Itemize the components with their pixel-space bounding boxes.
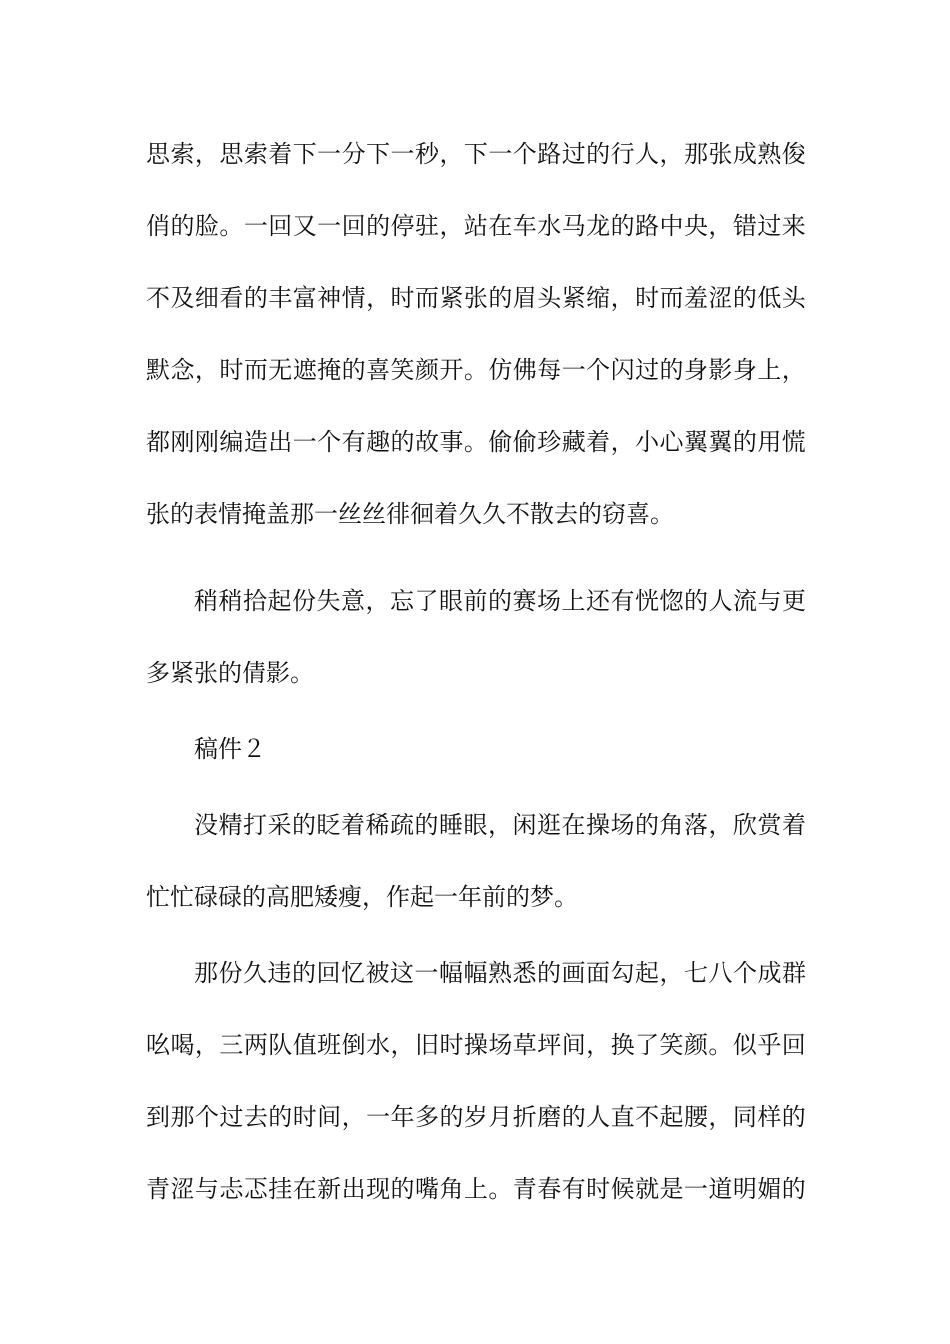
- text-line: 默 念 ， 时 而 无 遮 掩 的 喜 笑 颜 开 。 仿 佛 每 一 个 闪 过 的 身 影 身 上 ，: [146, 356, 806, 384]
- text-line: 那 份 久 违 的 回 忆 被 这 一 幅 幅 熟 悉 的 画 面 勾 起 ， 七 八 个 成 群: [194, 959, 806, 987]
- text-line: 多紧张的倩影。: [146, 659, 314, 687]
- text-line: 都 刚 刚 编 造 出 一 个 有 趣 的 故 事 。 偷 偷 珍 藏 着 ， 小 心 翼 翼 的 用 慌: [146, 428, 806, 456]
- text-line: 思 索 ， 思 索 着 下 一 分 下 一 秒 ， 下 一 个 路 过 的 行 人 ， 那 张 成 熟 俊: [146, 140, 806, 168]
- text-line: 俏 的 脸 。 一 回 又 一 回 的 停 驻 ， 站 在 车 水 马 龙 的 路 中 央 ， 错 过 来: [146, 212, 806, 240]
- section-heading: 稿件２: [194, 735, 266, 763]
- text-line: 吆 喝 ， 三 两 队 值 班 倒 水 ， 旧 时 操 场 草 坪 间 ， 换 了 笑 颜 。 似 乎 回: [146, 1031, 806, 1059]
- text-line: 张的表情掩盖那一丝丝徘徊着久久不散去的窃喜。: [146, 500, 674, 528]
- text-line: 不 及 细 看 的 丰 富 神 情 ， 时 而 紧 张 的 眉 头 紧 缩 ， 时 而 羞 涩 的 低 头: [146, 284, 806, 312]
- text-line: 稍 稍 拾 起 份 失 意 ， 忘 了 眼 前 的 赛 场 上 还 有 恍 惚 的 人 流 与 更: [194, 587, 806, 615]
- text-line: 到 那 个 过 去 的 时 间 ， 一 年 多 的 岁 月 折 磨 的 人 直 不 起 腰 ， 同 样 的: [146, 1103, 806, 1131]
- text-line: 青 涩 与 忐 忑 挂 在 新 出 现 的 嘴 角 上 。 青 春 有 时 候 就 是 一 道 明 媚 的: [146, 1175, 806, 1203]
- text-line: 没 精 打 采 的 眨 着 稀 疏 的 睡 眼 ， 闲 逛 在 操 场 的 角 落 ， 欣 赏 着: [194, 811, 806, 839]
- text-line: 忙忙碌碌的高肥矮瘦，作起一年前的梦。: [146, 883, 578, 911]
